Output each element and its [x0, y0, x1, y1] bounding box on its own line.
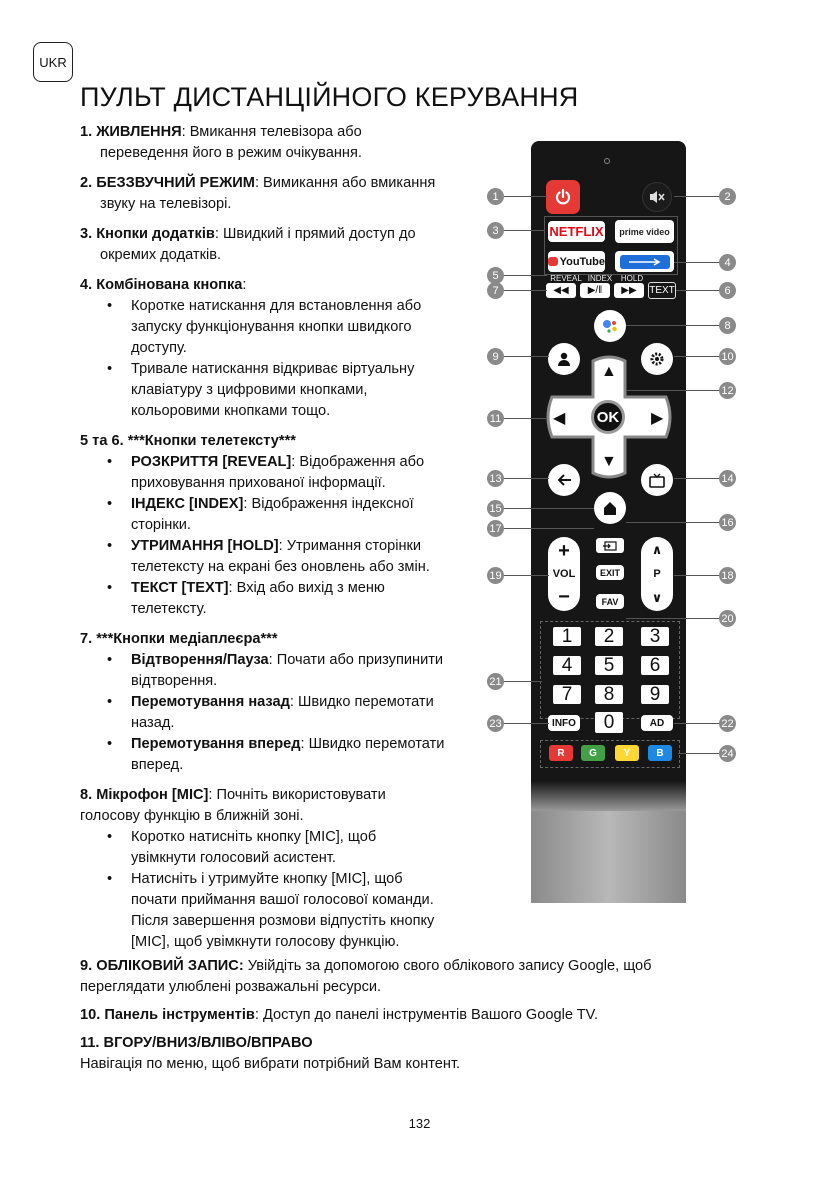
volume-down-icon[interactable]: − — [558, 586, 570, 608]
callout-1: 1 — [487, 188, 504, 205]
text: : Вимикання або вмикання — [254, 175, 436, 191]
section-power — [80, 122, 480, 164]
bullet: • РОЗКРИТТЯ [REVEAL]: Відображення або приховування прихованої інформації. — [80, 452, 480, 494]
digit-3-button[interactable]: 3 — [641, 627, 669, 646]
channel-rocker[interactable] — [641, 537, 673, 611]
callout-14: 14 — [719, 470, 736, 487]
callout-7: 7 — [487, 282, 504, 299]
index-label: INDEX — [587, 274, 613, 283]
callout-12: 12 — [719, 382, 736, 399]
callout-11: 11 — [487, 410, 504, 427]
digit-1-button[interactable]: 1 — [553, 627, 581, 646]
callout-23: 23 — [487, 715, 504, 732]
bullet: • Відтворення/Пауза: Почати або призупинити відтворення. — [80, 650, 480, 692]
fast-forward-icon: ▶▶ — [621, 285, 637, 296]
bullet: • Перемотування вперед: Швидко перемотати вперед. — [80, 734, 480, 776]
info-button[interactable]: INFO — [548, 715, 580, 731]
section-heading: 10. Панель інструментів — [80, 1007, 255, 1023]
rewind-button[interactable] — [546, 283, 576, 298]
callout-line — [674, 478, 719, 479]
callout-8: 8 — [719, 317, 736, 334]
callout-line — [674, 262, 719, 263]
callout-10: 10 — [719, 348, 736, 365]
text: звуку на телевізорі. — [100, 196, 232, 212]
callout-line — [504, 478, 549, 479]
fast-forward-button[interactable] — [614, 283, 644, 298]
callout-19: 19 — [487, 567, 504, 584]
text: : — [242, 277, 247, 293]
text: переведення його в режим очікування. — [100, 145, 362, 161]
text-button[interactable]: TEXT — [648, 282, 676, 299]
page-number: 132 — [408, 1116, 431, 1131]
reveal-label: REVEAL — [550, 274, 582, 283]
youtube-logo-icon — [548, 257, 558, 266]
callout-line — [626, 522, 719, 523]
section-combo — [80, 275, 480, 422]
instructions-column — [80, 122, 480, 962]
up-arrow-icon[interactable]: ▲ — [601, 363, 617, 380]
section-dashboard: 10. Панель інструментів: Доступ до панелі інструментів Вашого Google TV. — [80, 1007, 599, 1023]
callout-line — [504, 723, 549, 724]
blue-button[interactable]: B — [648, 745, 672, 761]
volume-up-icon[interactable]: + — [558, 540, 570, 562]
bullet: • Натисніть і утримуйте кнопку [MIC], щоб почати приймання вашої голосової команди. Після завершення розмови відпустіть кнопку [MIC], щоб увімкнути голосову функцію. — [80, 869, 480, 953]
section-teletext — [80, 431, 480, 620]
red-button[interactable]: R — [549, 745, 573, 761]
section-heading: 2. БЕЗЗВУЧНИЙ РЕЖИМ — [80, 175, 255, 191]
digit-9-button[interactable]: 9 — [641, 685, 669, 704]
callout-2: 2 — [719, 188, 736, 205]
callout-9: 9 — [487, 348, 504, 365]
dpad — [544, 355, 674, 479]
volume-label: VOL — [552, 568, 576, 580]
section-heading: 9. ОБЛІКОВИЙ ЗАПИС: — [80, 958, 244, 974]
callout-line — [676, 290, 719, 291]
callout-20: 20 — [719, 610, 736, 627]
input-icon — [603, 541, 617, 551]
rewind-icon: ◀◀ — [553, 285, 569, 296]
callout-13: 13 — [487, 470, 504, 487]
channel-label: P — [653, 568, 661, 580]
callout-16: 16 — [719, 514, 736, 531]
tv-icon — [649, 473, 665, 488]
ok-button[interactable]: OK — [591, 400, 625, 434]
google-assistant-icon — [601, 317, 619, 335]
callout-line — [504, 356, 549, 357]
bullet: • Коротке натискання для встановлення або запуску функціонування кнопки швидкого доступу. — [80, 296, 480, 359]
callout-line — [504, 528, 594, 529]
netflix-button[interactable]: NETFLIX — [548, 221, 605, 242]
section-account: 9. ОБЛІКОВИЙ ЗАПИС: Увійдіть за допомогою свого облікового запису Google, щоб переглядати улюблені розважальні ресурси. — [80, 958, 652, 995]
combo-arrow-icon — [620, 255, 670, 269]
section-media — [80, 629, 480, 776]
callout-24: 24 — [719, 745, 736, 762]
tv-button[interactable] — [641, 464, 673, 496]
remote-stand — [531, 809, 686, 903]
exit-button[interactable]: EXIT — [596, 565, 624, 580]
digit-4-button[interactable]: 4 — [553, 656, 581, 675]
text: окремих додатків. — [100, 247, 222, 263]
callout-line — [504, 230, 545, 231]
green-button[interactable]: G — [581, 745, 605, 761]
callout-17: 17 — [487, 520, 504, 537]
callout-15: 15 — [487, 500, 504, 517]
section-heading: 11. ВГОРУ/ВНИЗ/ВЛІВО/ВПРАВО — [80, 1035, 313, 1051]
callout-3: 3 — [487, 222, 504, 239]
digit-6-button[interactable]: 6 — [641, 656, 669, 675]
bullet: • Тривале натискання відкриває віртуальну клавіатуру з цифровими кнопками, кольоровими кнопками тощо. — [80, 359, 480, 422]
text: : Швидкий і прямий доступ до — [214, 226, 416, 242]
language-badge: UKR — [33, 42, 73, 82]
callout-18: 18 — [719, 567, 736, 584]
bullet: • ІНДЕКС [INDEX]: Відображення індексної сторінки. — [80, 494, 480, 536]
callout-line — [504, 196, 547, 197]
section-mic — [80, 785, 480, 953]
callout-line — [504, 275, 547, 276]
digit-0-button[interactable]: 0 — [595, 712, 623, 733]
home-button[interactable] — [594, 492, 626, 524]
play-pause-icon: ▶/‖ — [587, 285, 603, 296]
text: : Почніть використовувати — [208, 787, 386, 803]
section-heading: 1. ЖИВЛЕННЯ — [80, 124, 182, 140]
callout-line — [504, 418, 546, 419]
input-source-button[interactable] — [596, 538, 624, 553]
prime-video-button[interactable]: prime video — [615, 220, 674, 243]
section-heading: 4. Комбінована кнопка — [80, 277, 243, 293]
remote-fade — [531, 781, 686, 811]
callout-line — [674, 356, 719, 357]
section-apps — [80, 224, 480, 266]
hold-label: HOLD — [620, 274, 644, 283]
callout-21: 21 — [487, 673, 504, 690]
power-icon — [553, 187, 573, 207]
channel-up-icon[interactable]: ∧ — [651, 542, 663, 557]
home-icon — [602, 501, 618, 516]
left-arrow-icon[interactable]: ◀ — [553, 410, 566, 427]
ad-button[interactable]: AD — [641, 715, 673, 731]
callout-22: 22 — [719, 715, 736, 732]
mute-button[interactable] — [642, 182, 672, 212]
led-dot — [604, 158, 610, 164]
text: : Вмикання телевізора або — [181, 124, 362, 140]
youtube-button[interactable]: YouTube — [548, 251, 605, 272]
bullet: • Коротко натисніть кнопку [MIC], щоб увімкнути голосовий асистент. — [80, 827, 480, 869]
section-heading: 3. Кнопки додатків — [80, 226, 215, 242]
callout-line — [504, 290, 547, 291]
volume-rocker[interactable] — [548, 537, 580, 611]
digit-5-button[interactable]: 5 — [595, 656, 623, 675]
callout-line — [626, 390, 719, 391]
digit-7-button[interactable]: 7 — [553, 685, 581, 704]
bullet: • УТРИМАННЯ [HOLD]: Утримання сторінки телетексту на екрані без оновлень або змін. — [80, 536, 480, 578]
callout-4: 4 — [719, 254, 736, 271]
power-button[interactable] — [546, 180, 580, 214]
fav-button[interactable]: FAV — [596, 594, 624, 609]
mic-button[interactable] — [594, 310, 626, 342]
section-heading: 5 та 6. ***Кнопки телетексту*** — [80, 433, 296, 449]
callout-line — [674, 196, 719, 197]
digit-8-button[interactable]: 8 — [595, 685, 623, 704]
bullet: • ТЕКСТ [TEXT]: Вхід або вихід з меню телетексту. — [80, 578, 480, 620]
section-mute — [80, 173, 480, 215]
callout-line — [504, 508, 594, 509]
combo-button[interactable] — [615, 251, 674, 272]
down-arrow-icon[interactable]: ▼ — [601, 453, 617, 470]
play-pause-button[interactable] — [580, 283, 610, 298]
section-navigation: 11. ВГОРУ/ВНИЗ/ВЛІВО/ВПРАВО Навігація по меню, щоб вибрати потрібний Вам контент. — [80, 1035, 461, 1072]
back-arrow-icon — [556, 473, 572, 487]
callout-line — [626, 325, 719, 326]
callout-line — [626, 618, 719, 619]
bullet: • Перемотування назад: Швидко перемотати назад. — [80, 692, 480, 734]
callout-line — [678, 753, 719, 754]
callout-line — [674, 723, 719, 724]
yellow-button[interactable]: Y — [615, 745, 639, 761]
text: голосову функцію в ближній зоні. — [80, 808, 304, 824]
digit-2-button[interactable]: 2 — [595, 627, 623, 646]
callout-line — [504, 575, 549, 576]
back-button[interactable] — [548, 464, 580, 496]
callout-line — [504, 681, 542, 682]
section-heading: 7. ***Кнопки медіаплеєра*** — [80, 631, 278, 647]
page-title: ПУЛЬТ ДИСТАНЦІЙНОГО КЕРУВАННЯ — [80, 82, 579, 112]
callout-line — [674, 575, 719, 576]
right-arrow-icon[interactable]: ▶ — [651, 410, 664, 427]
channel-down-icon[interactable]: ∨ — [651, 590, 663, 605]
callout-5: 5 — [487, 267, 504, 284]
callout-6: 6 — [719, 282, 736, 299]
section-heading: 8. Мікрофон [MIC] — [80, 787, 209, 803]
mute-icon — [648, 189, 666, 205]
